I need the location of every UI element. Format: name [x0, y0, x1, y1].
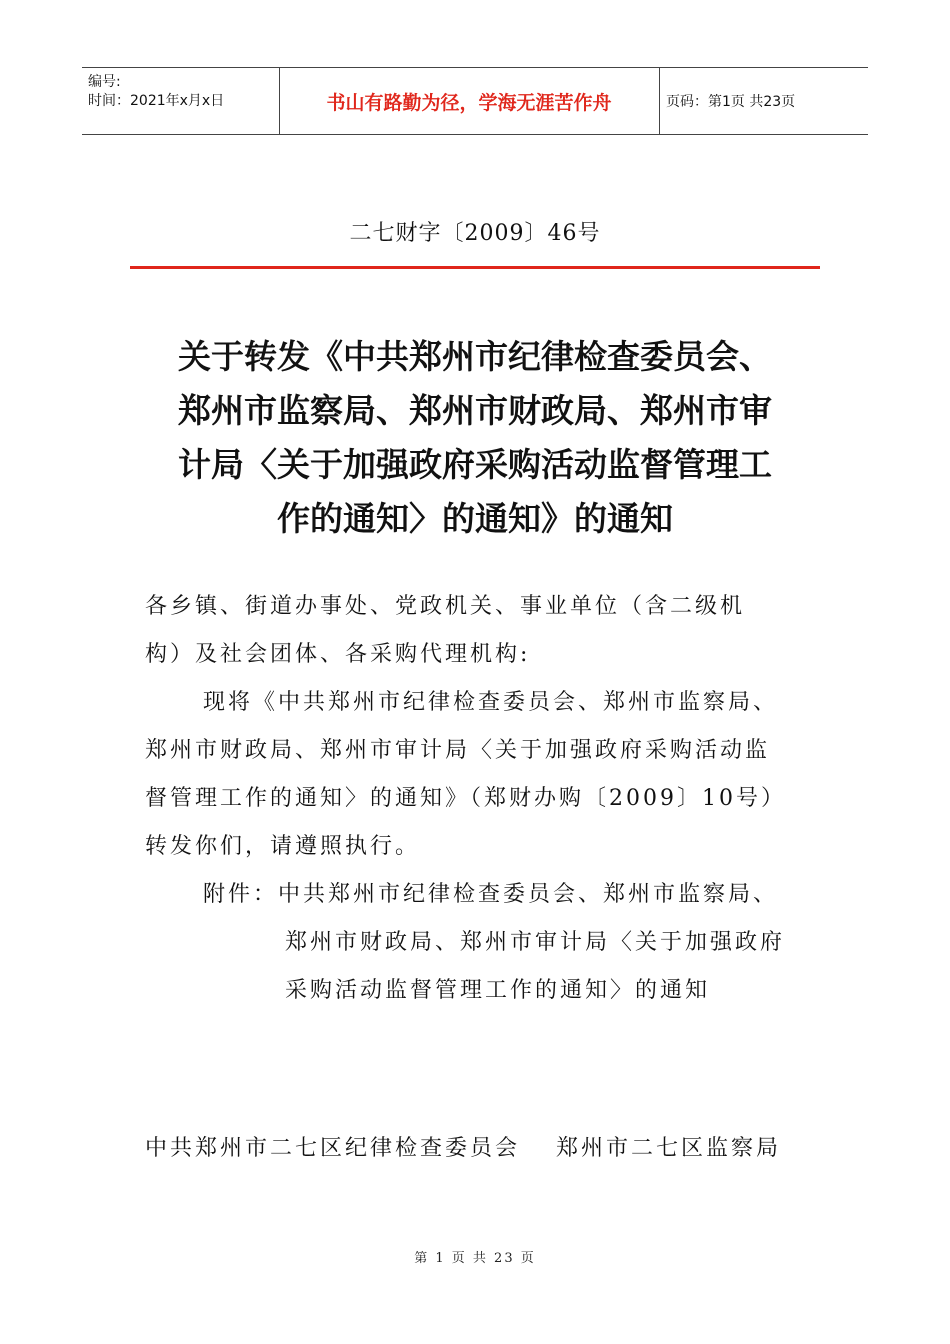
title-line: 郑州市监察局、郑州市财政局、郑州市审	[178, 391, 772, 430]
attachment-line: 附件：中共郑州市纪律检查委员会、郑州市监察局、	[203, 882, 779, 907]
document-number: 二七财字〔2009〕46号	[349, 221, 601, 246]
title-line: 作的通知〉的通知》的通知	[277, 499, 673, 538]
time-label: 时间：2021年x月x日	[88, 93, 225, 109]
title-line: 关于转发《中共郑州市纪律检查委员会、	[178, 337, 772, 376]
signatory: 郑州市二七区监察局	[556, 1136, 782, 1161]
document-title	[140, 330, 810, 546]
header-motto: 书山有路勤为径，学海无涯苦作舟	[326, 91, 612, 114]
document-header	[82, 67, 868, 135]
red-divider-line	[130, 266, 820, 269]
attachment-line: 郑州市财政局、郑州市审计局〈关于加强政府	[285, 930, 786, 955]
title-line: 计局〈关于加强政府采购活动监督管理工	[178, 445, 772, 484]
body-paragraph-line: 转发你们，请遵照执行。	[145, 834, 421, 859]
body-paragraph-line: 现将《中共郑州市纪律检查委员会、郑州市监察局、	[203, 690, 779, 715]
signatory: 中共郑州市二七区纪律检查委员会	[145, 1136, 521, 1161]
signatories	[145, 1131, 781, 1162]
attachment-line: 采购活动监督管理工作的通知〉的通知	[285, 978, 711, 1003]
body-paragraph-line: 郑州市财政局、郑州市审计局〈关于加强政府采购活动监	[145, 738, 771, 763]
body-paragraph-line: 督管理工作的通知〉的通知》（郑财办购〔2009〕10号）	[145, 786, 786, 811]
header-page-info: 页码：第1页 共23页	[666, 94, 796, 110]
header-divider	[659, 68, 660, 134]
header-meta	[88, 73, 224, 111]
addressee-line: 构）及社会团体、各采购代理机构:	[145, 642, 531, 667]
addressee-line: 各乡镇、街道办事处、党政机关、事业单位（含二级机	[145, 594, 746, 619]
serial-label: 编号:	[88, 74, 121, 90]
document-body	[145, 583, 805, 1015]
page-footer: 第 1 页 共 23 页	[414, 1251, 536, 1266]
